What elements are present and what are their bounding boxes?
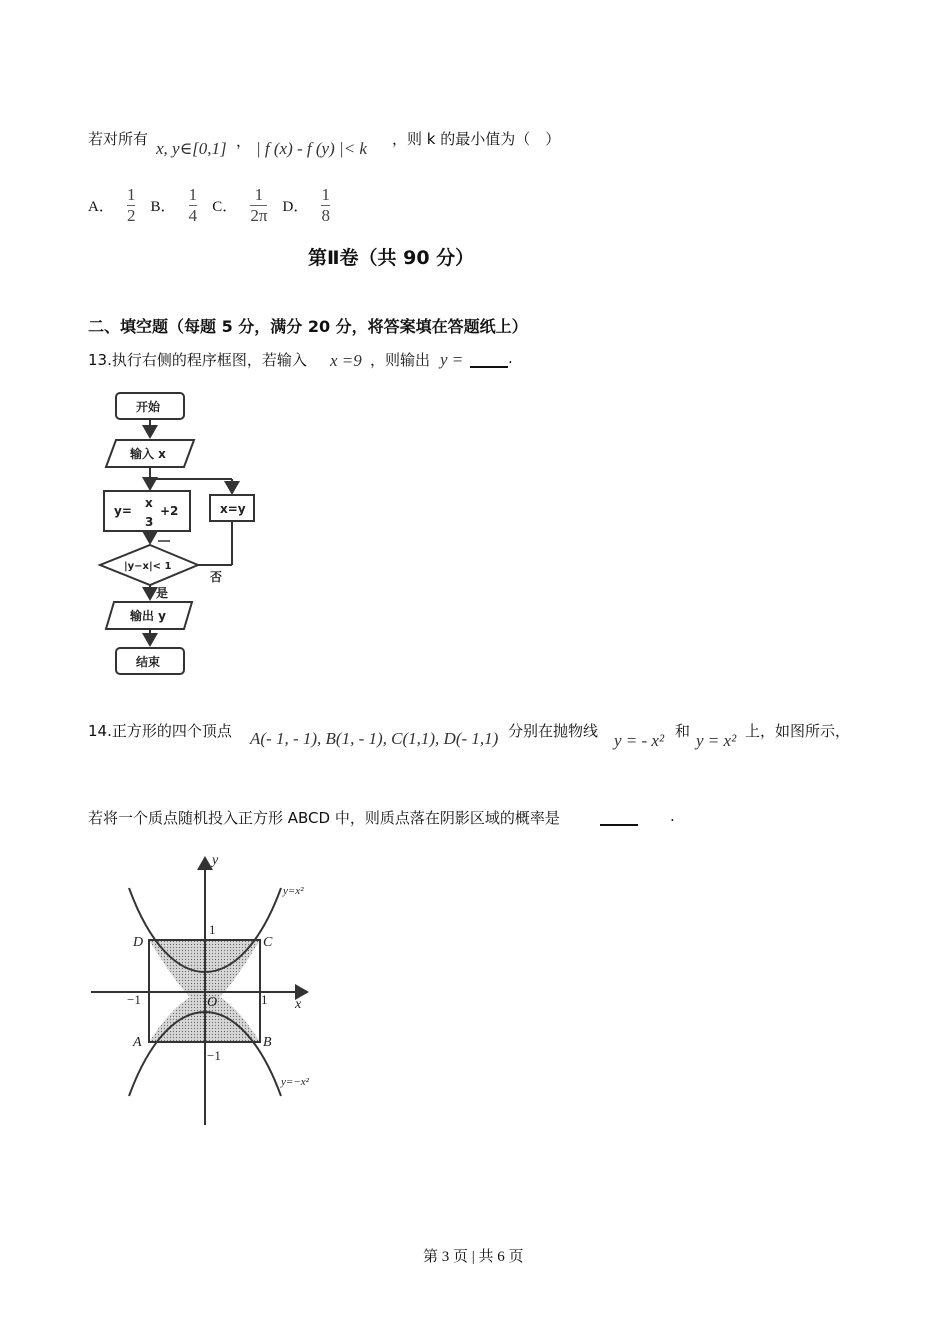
q14-curve1: y = - x² [614, 731, 665, 750]
option-d-letter: D． [282, 199, 309, 215]
q12-condition-domain: x, y∈[0,1] [156, 139, 227, 158]
flow-assign-right: +2 [160, 504, 179, 518]
option-c-letter: C． [212, 199, 238, 215]
option-a-fraction: $\frac{1}{2}$ [126, 185, 136, 225]
option-c-fraction: $\frac{1}{2\pi}$ [250, 185, 268, 225]
graph-x-label: x [295, 997, 302, 1012]
flow-output-label: 输出 y [130, 609, 167, 623]
flow-end-label: 结束 [136, 655, 161, 669]
graph-one-x: 1 [261, 992, 268, 1007]
flow-no-label: 否 [210, 570, 223, 584]
graph-b-label: B [263, 1035, 272, 1050]
graph-a-label: A [133, 1035, 142, 1050]
page-footer: 第 3 页 | 共 6 页 [423, 1249, 524, 1265]
q12-suffix: ，则 k 的最小值为（ ） [392, 130, 561, 148]
graph-neg-one-y: −1 [207, 1048, 221, 1063]
flow-assign-num: x [145, 496, 153, 510]
q12-condition-inequality: | f (x) - f (y) |< k [256, 139, 367, 158]
flow-assign-left: y= [114, 504, 132, 518]
q12-options [88, 185, 340, 226]
graph-one-y: 1 [209, 922, 216, 937]
option-b-letter: B． [150, 199, 176, 215]
option-c[interactable] [212, 185, 267, 226]
flow-input-label: 输入 x [130, 447, 166, 461]
q13-suffix: . [508, 349, 513, 367]
q14-middle: 分别在抛物线 [508, 722, 599, 740]
part2-title: 第Ⅱ卷（共 90 分） [308, 247, 475, 269]
q14-and: 和 [675, 722, 691, 740]
q14-end: . [670, 807, 675, 825]
flow-assign2-label: x=y [220, 502, 246, 516]
q13-middle: ，则输出 [370, 351, 431, 369]
flow-yes-label: 是 [156, 586, 169, 600]
section2-title: 二、填空题（每题 5 分，满分 20 分，将答案填在答题纸上） [88, 317, 528, 336]
option-d-fraction: $\frac{1}{8}$ [321, 185, 330, 225]
option-b[interactable] [151, 185, 198, 226]
q14-prefix: 14.正方形的四个顶点 [88, 722, 232, 740]
option-b-fraction: $\frac{1}{4}$ [188, 185, 198, 225]
option-d[interactable] [283, 185, 330, 226]
q14-line2: 若将一个质点随机投入正方形 ABCD 中，则质点落在阴影区域的概率是 [88, 809, 560, 827]
flow-start-label: 开始 [136, 400, 161, 414]
q13-output: y = [440, 350, 464, 369]
q12-separator: ， [236, 132, 252, 150]
flow-condition-label: |y−x|< 1 [124, 561, 172, 572]
q14-answer-blank[interactable] [600, 810, 638, 830]
q13-answer-blank[interactable] [470, 352, 508, 372]
option-a-letter: A． [88, 199, 114, 215]
q14-curve2: y = x² [696, 731, 737, 750]
graph-curve-top-label: y=x² [283, 885, 304, 897]
q13-prefix: 13.执行右侧的程序框图，若输入 [88, 351, 307, 369]
q14-points: A(- 1, - 1), B(1, - 1), C(1,1), D(- 1,1) [250, 729, 499, 748]
q12-prefix: 若对所有 [88, 130, 149, 148]
graph-c-label: C [263, 935, 273, 950]
q14-suffix: 上，如图所示， [745, 722, 851, 740]
graph-y-label: y [212, 853, 219, 868]
graph-origin-label: O [207, 995, 218, 1010]
parabola-graph [85, 850, 345, 1130]
option-a[interactable] [88, 185, 135, 226]
graph-d-label: D [133, 935, 144, 950]
graph-neg-one-x: −1 [127, 992, 141, 1007]
graph-curve-bottom-label: y=−x² [281, 1076, 309, 1088]
q13-input: x =9 [330, 351, 362, 370]
flowchart [90, 385, 310, 685]
flow-assign-den: 3 [145, 515, 154, 529]
